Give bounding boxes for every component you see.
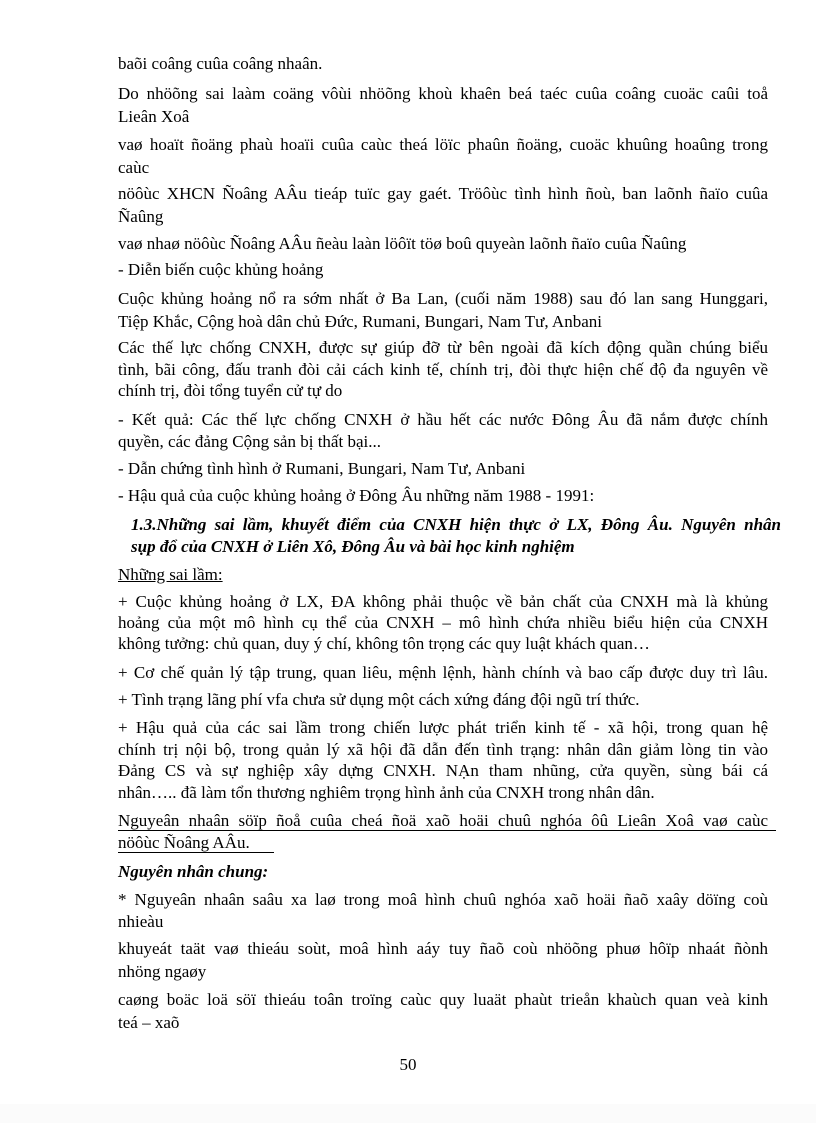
page-bottom-band [0,1104,816,1123]
text-line: Tiệp Khắc, Cộng hoà dân chủ Đức, Rumani, Bungari, Nam Tư, Anbani [118,312,602,331]
text-line: - Dẫn chứng tình hình ở Rumani, Bungari, Nam Tư, Anbani [118,459,526,478]
page-number: 50 [399,1055,417,1074]
text-line: - Hậu quả của cuộc khủng hoảng ở Đông Âu những năm 1988 - 1991: [118,486,595,505]
text-line: nöôùc XHCN Ñoâng AÂu tieáp tuïc gay gaét. Tröôùc tình hình ñoù, ban laõnh ñaïo cuûa [118,184,768,203]
underline-rule [118,830,776,831]
text-line: quyền, các đảng Cộng sản bị thất bại... [118,432,381,451]
subheading-underlined [118,564,768,585]
text-line: chính trị nội bộ, trong quản lý xã hội đã dẫn đến tình trạng: nhân dân giảm lòng tin vào [118,740,768,759]
text-line: vaø hoaït ñoäng phaù hoaïi cuûa caùc theá löïc phaûn ñoäng, cuoäc khuûng hoaûng trong [118,135,768,154]
text-line: hoảng của một mô hình cụ thể của CNXH – mô hình chứa nhiều biểu hiện của CNXH [118,613,768,632]
text-line: Các thế lực chống CNXH, được sự giúp đỡ từ bên ngoài đã kích động quần chúng biểu [118,338,768,357]
text-line: không tưởng: chủ quan, duy ý chí, không tôn trọng các quy luật khách quan… [118,634,650,653]
section-heading: sụp đổ của CNXH ở Liên Xô, Đông Âu và bài học kinh nghiệm [131,537,575,556]
section-heading: 1.3.Những sai lầm, khuyết điểm của CNXH hiện thực ở LX, Đông Âu. Nguyên nhân [131,515,781,534]
text-line: Ñaûng [118,207,164,226]
text-line: tình, bãi công, đấu tranh đòi cải cách kinh tế, chính trị, đòi thực hiện chế độ đa nguyên về [118,360,768,379]
text-line: - Diễn biến cuộc khủng hoảng [118,260,324,279]
text-line: Cuộc khủng hoảng nổ ra sớm nhất ở Ba Lan, (cuối năm 1988) sau đó lan sang Hunggari, [118,289,768,308]
text-line: Do nhöõng sai laàm coäng vôùi nhöõng khoù khaên beá taéc cuûa coâng cuoäc caûi toå [118,84,768,103]
text-line: + Cuộc khủng hoảng ở LX, ĐA không phải thuộc về bản chất của CNXH mà là khủng [118,592,768,611]
text-line: nhieàu [118,912,164,931]
text-line: * Nguyeân nhaân saâu xa laø trong moâ hình chuû nghóa xaõ hoäi ñaõ xaây döïng coù [118,890,768,909]
underlined-heading-line: Nguyeân nhaân söïp ñoå cuûa cheá ñoä xaõ hoäi chuû nghóa ôû Lieân Xoâ vaø caùc [118,811,768,830]
underlined-heading-line: nöôùc Ñoâng AÂu. [118,833,250,852]
text-line: Lieân Xoâ [118,107,190,126]
subheading-text: Những sai lầm: [118,565,223,584]
text-line: teá – xaõ [118,1013,180,1032]
text-line: vaø nhaø nöôùc Ñoâng AÂu ñeàu laàn löôït töø boû quyeàn laõnh ñaïo cuûa Ñaûng [118,234,687,253]
text-line: nhân….. đã làm tổn thương nghiêm trọng hình ảnh của CNXH trong nhân dân. [118,783,655,802]
text-line: caùc [118,158,150,177]
text-line: nhöng ngaøy [118,962,207,981]
text-line: baõi coâng cuûa coâng nhaân. [118,54,323,73]
underline-rule [118,852,274,853]
text-line: Đảng CS và sự nghiệp xây dựng CNXH. NẠn tham nhũng, cửa quyền, sùng bái cá [118,761,768,780]
text-line: - Kết quả: Các thế lực chống CNXH ở hầu hết các nước Đông Âu đã nắm được chính [118,410,768,429]
text-line: + Hậu quả của các sai lầm trong chiến lược phát triển kinh tế - xã hội, trong quan hệ [118,718,768,737]
text-line: + Cơ chế quản lý tập trung, quan liêu, mệnh lệnh, hành chính và bao cấp được duy trì lâu. [118,663,768,682]
text-line: chính trị, đòi tổng tuyển cử tự do [118,381,343,400]
subheading: Nguyên nhân chung: [118,862,269,881]
text-line: caøng boäc loä söï thieáu toân troïng caùc quy luaät phaùt trieån khaùch quan veà kinh [118,990,768,1009]
text-line: + Tình trạng lãng phí vfa chưa sử dụng một cách xứng đáng đội ngũ trí thức. [118,690,640,709]
text-line: khuyeát taät vaø thieáu soùt, moâ hình aáy tuy ñaõ coù nhöõng phuø hôïp nhaát ñònh [118,939,768,958]
